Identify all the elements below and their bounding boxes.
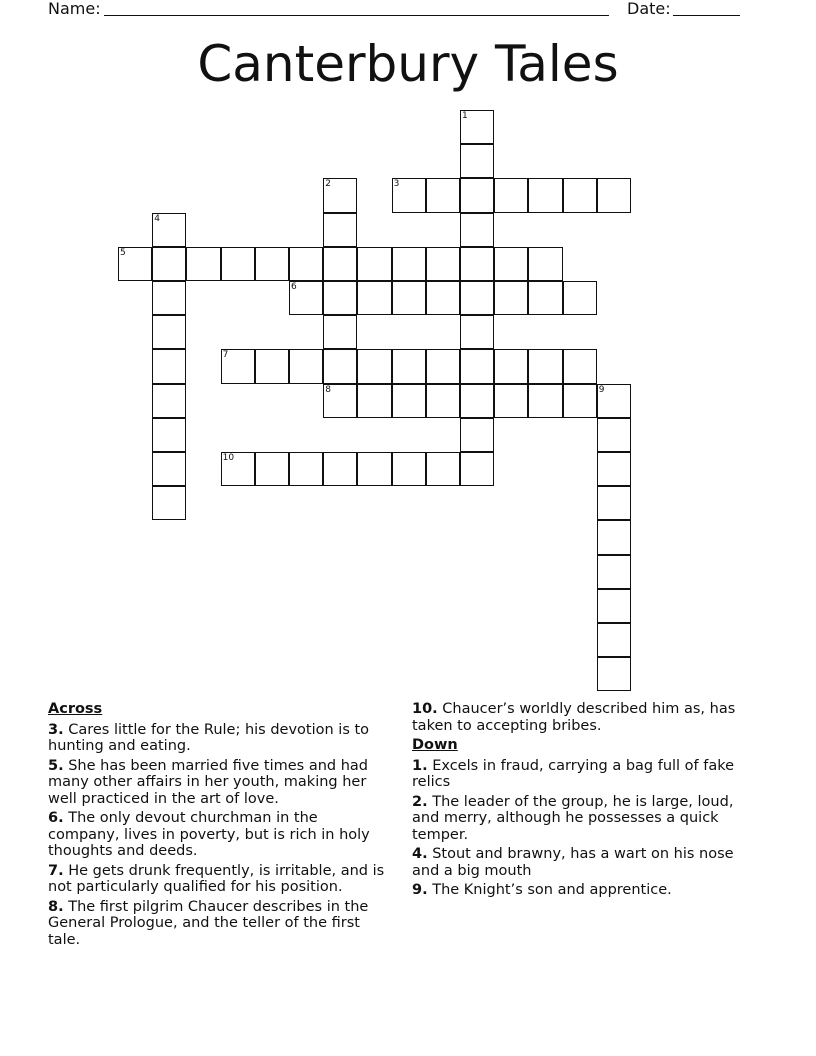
grid-cell[interactable] xyxy=(563,384,597,418)
clue-number: 7 xyxy=(222,350,229,361)
grid-cell[interactable] xyxy=(357,281,391,315)
grid-cell[interactable] xyxy=(494,384,528,418)
grid-cell[interactable] xyxy=(460,281,494,315)
grid-cell[interactable] xyxy=(494,281,528,315)
across-clue: 7. He gets drunk frequently, is irritable, and is not particularly qualified for his position. xyxy=(48,862,385,895)
grid-cell[interactable] xyxy=(323,281,357,315)
grid-cell[interactable] xyxy=(152,349,186,383)
grid-cell[interactable] xyxy=(152,213,186,247)
grid-cell[interactable] xyxy=(426,384,460,418)
grid-cell[interactable] xyxy=(528,349,562,383)
grid-cell[interactable] xyxy=(152,315,186,349)
down-heading: Down xyxy=(412,737,458,753)
across-clue: 8. The first pilgrim Chaucer describes in the General Prologue, and the teller of the first tale. xyxy=(48,898,369,948)
grid-cell[interactable] xyxy=(460,452,494,486)
clue-number: 4 xyxy=(154,213,160,224)
across-clue: 10. Chaucer’s worldly described him as, has taken to accepting bribes. xyxy=(412,701,736,734)
grid-cell[interactable] xyxy=(597,178,631,212)
grid-cell[interactable] xyxy=(494,178,528,212)
grid-cell[interactable] xyxy=(597,418,631,452)
grid-cell[interactable] xyxy=(460,144,494,178)
grid-cell[interactable] xyxy=(152,281,186,315)
grid-cell[interactable] xyxy=(597,520,631,554)
grid-cell[interactable] xyxy=(323,349,357,383)
grid-cell[interactable] xyxy=(528,178,562,212)
grid-cell[interactable] xyxy=(460,247,494,281)
clues-left-column xyxy=(48,701,388,951)
grid-cell[interactable] xyxy=(255,349,289,383)
grid-cell[interactable] xyxy=(392,349,426,383)
grid-cell[interactable] xyxy=(392,384,426,418)
clue-number: 9 xyxy=(598,384,605,395)
grid-cell[interactable] xyxy=(392,247,426,281)
down-clue: 4. Stout and brawny, has a wart on his nose and a big mouth xyxy=(412,846,734,879)
across-clue: 3. Cares little for the Rule; his devotion is to hunting and eating. xyxy=(48,721,370,754)
grid-cell[interactable] xyxy=(460,418,494,452)
grid-cell[interactable] xyxy=(460,178,494,212)
clue-number: 5 xyxy=(120,247,126,258)
grid-cell[interactable] xyxy=(152,247,186,281)
grid-cell[interactable] xyxy=(289,349,323,383)
grid-cell[interactable] xyxy=(563,178,597,212)
grid-cell[interactable] xyxy=(392,452,426,486)
grid-cell[interactable] xyxy=(221,349,255,383)
grid-cell[interactable] xyxy=(357,349,391,383)
grid-cell[interactable] xyxy=(289,452,323,486)
across-clue: 5. She has been married five times and had many other affairs in her youth, making her well practiced in the art of love. xyxy=(48,757,369,807)
name-label: Name: xyxy=(48,0,101,18)
grid-cell[interactable] xyxy=(323,315,357,349)
clue-number: 2 xyxy=(325,179,331,190)
date-label: Date: xyxy=(627,0,671,18)
clue-number: 10 xyxy=(222,453,235,463)
grid-cell[interactable] xyxy=(528,384,562,418)
clues-right-column xyxy=(412,701,762,902)
grid-cell[interactable] xyxy=(323,247,357,281)
grid-cell[interactable] xyxy=(221,452,255,486)
across-heading: Across xyxy=(48,701,103,717)
grid-cell[interactable] xyxy=(323,452,357,486)
grid-cell[interactable] xyxy=(152,418,186,452)
down-clue: 9. The Knight’s son and apprentice. xyxy=(412,882,672,898)
grid-cell[interactable] xyxy=(323,178,357,212)
grid-cell[interactable] xyxy=(563,281,597,315)
grid-cell[interactable] xyxy=(221,247,255,281)
grid-cell[interactable] xyxy=(597,623,631,657)
grid-cell[interactable] xyxy=(563,349,597,383)
grid-cell[interactable] xyxy=(597,657,631,691)
grid-cell[interactable] xyxy=(392,178,426,212)
clue-number: 3 xyxy=(393,179,400,190)
grid-cell[interactable] xyxy=(460,315,494,349)
clue-number: 6 xyxy=(291,282,297,292)
grid-cell[interactable] xyxy=(152,486,186,520)
grid-cell[interactable] xyxy=(426,349,460,383)
grid-cell[interactable] xyxy=(152,452,186,486)
grid-cell[interactable] xyxy=(392,281,426,315)
grid-cell[interactable] xyxy=(460,213,494,247)
page-title: Canterbury Tales xyxy=(197,35,619,93)
grid-cell[interactable] xyxy=(597,384,631,418)
grid-cell[interactable] xyxy=(118,247,152,281)
grid-cell[interactable] xyxy=(255,247,289,281)
grid-cell[interactable] xyxy=(357,452,391,486)
grid-cell[interactable] xyxy=(597,452,631,486)
grid-cell[interactable] xyxy=(597,555,631,589)
grid-cell[interactable] xyxy=(426,247,460,281)
grid-cell[interactable] xyxy=(152,384,186,418)
grid-cell[interactable] xyxy=(528,247,562,281)
grid-cell[interactable] xyxy=(494,349,528,383)
grid-cell[interactable] xyxy=(323,213,357,247)
grid-cell[interactable] xyxy=(494,247,528,281)
across-clue: 6. The only devout churchman in the company, lives in poverty, but is rich in holy thoughts and deeds. xyxy=(48,810,370,859)
grid-cell[interactable] xyxy=(289,281,323,315)
grid-cell[interactable] xyxy=(289,247,323,281)
grid-cell[interactable] xyxy=(460,110,494,144)
grid-cell[interactable] xyxy=(186,247,220,281)
grid-cell[interactable] xyxy=(426,178,460,212)
grid-cell[interactable] xyxy=(597,589,631,623)
down-clue: 1. Excels in fraud, carrying a bag full of fake relics xyxy=(412,757,735,790)
grid-cell[interactable] xyxy=(255,452,289,486)
grid-cell[interactable] xyxy=(460,384,494,418)
grid-cell[interactable] xyxy=(426,281,460,315)
grid-cell[interactable] xyxy=(323,384,357,418)
grid-cell[interactable] xyxy=(357,384,391,418)
grid-cell[interactable] xyxy=(597,486,631,520)
grid-cell[interactable] xyxy=(357,247,391,281)
grid-cell[interactable] xyxy=(460,349,494,383)
grid-cell[interactable] xyxy=(426,452,460,486)
grid-cell[interactable] xyxy=(528,281,562,315)
down-clue: 2. The leader of the group, he is large, loud, and merry, although he possesses a quick temper. xyxy=(412,793,734,843)
clue-number: 1 xyxy=(462,111,468,121)
clue-number: 8 xyxy=(325,384,331,395)
